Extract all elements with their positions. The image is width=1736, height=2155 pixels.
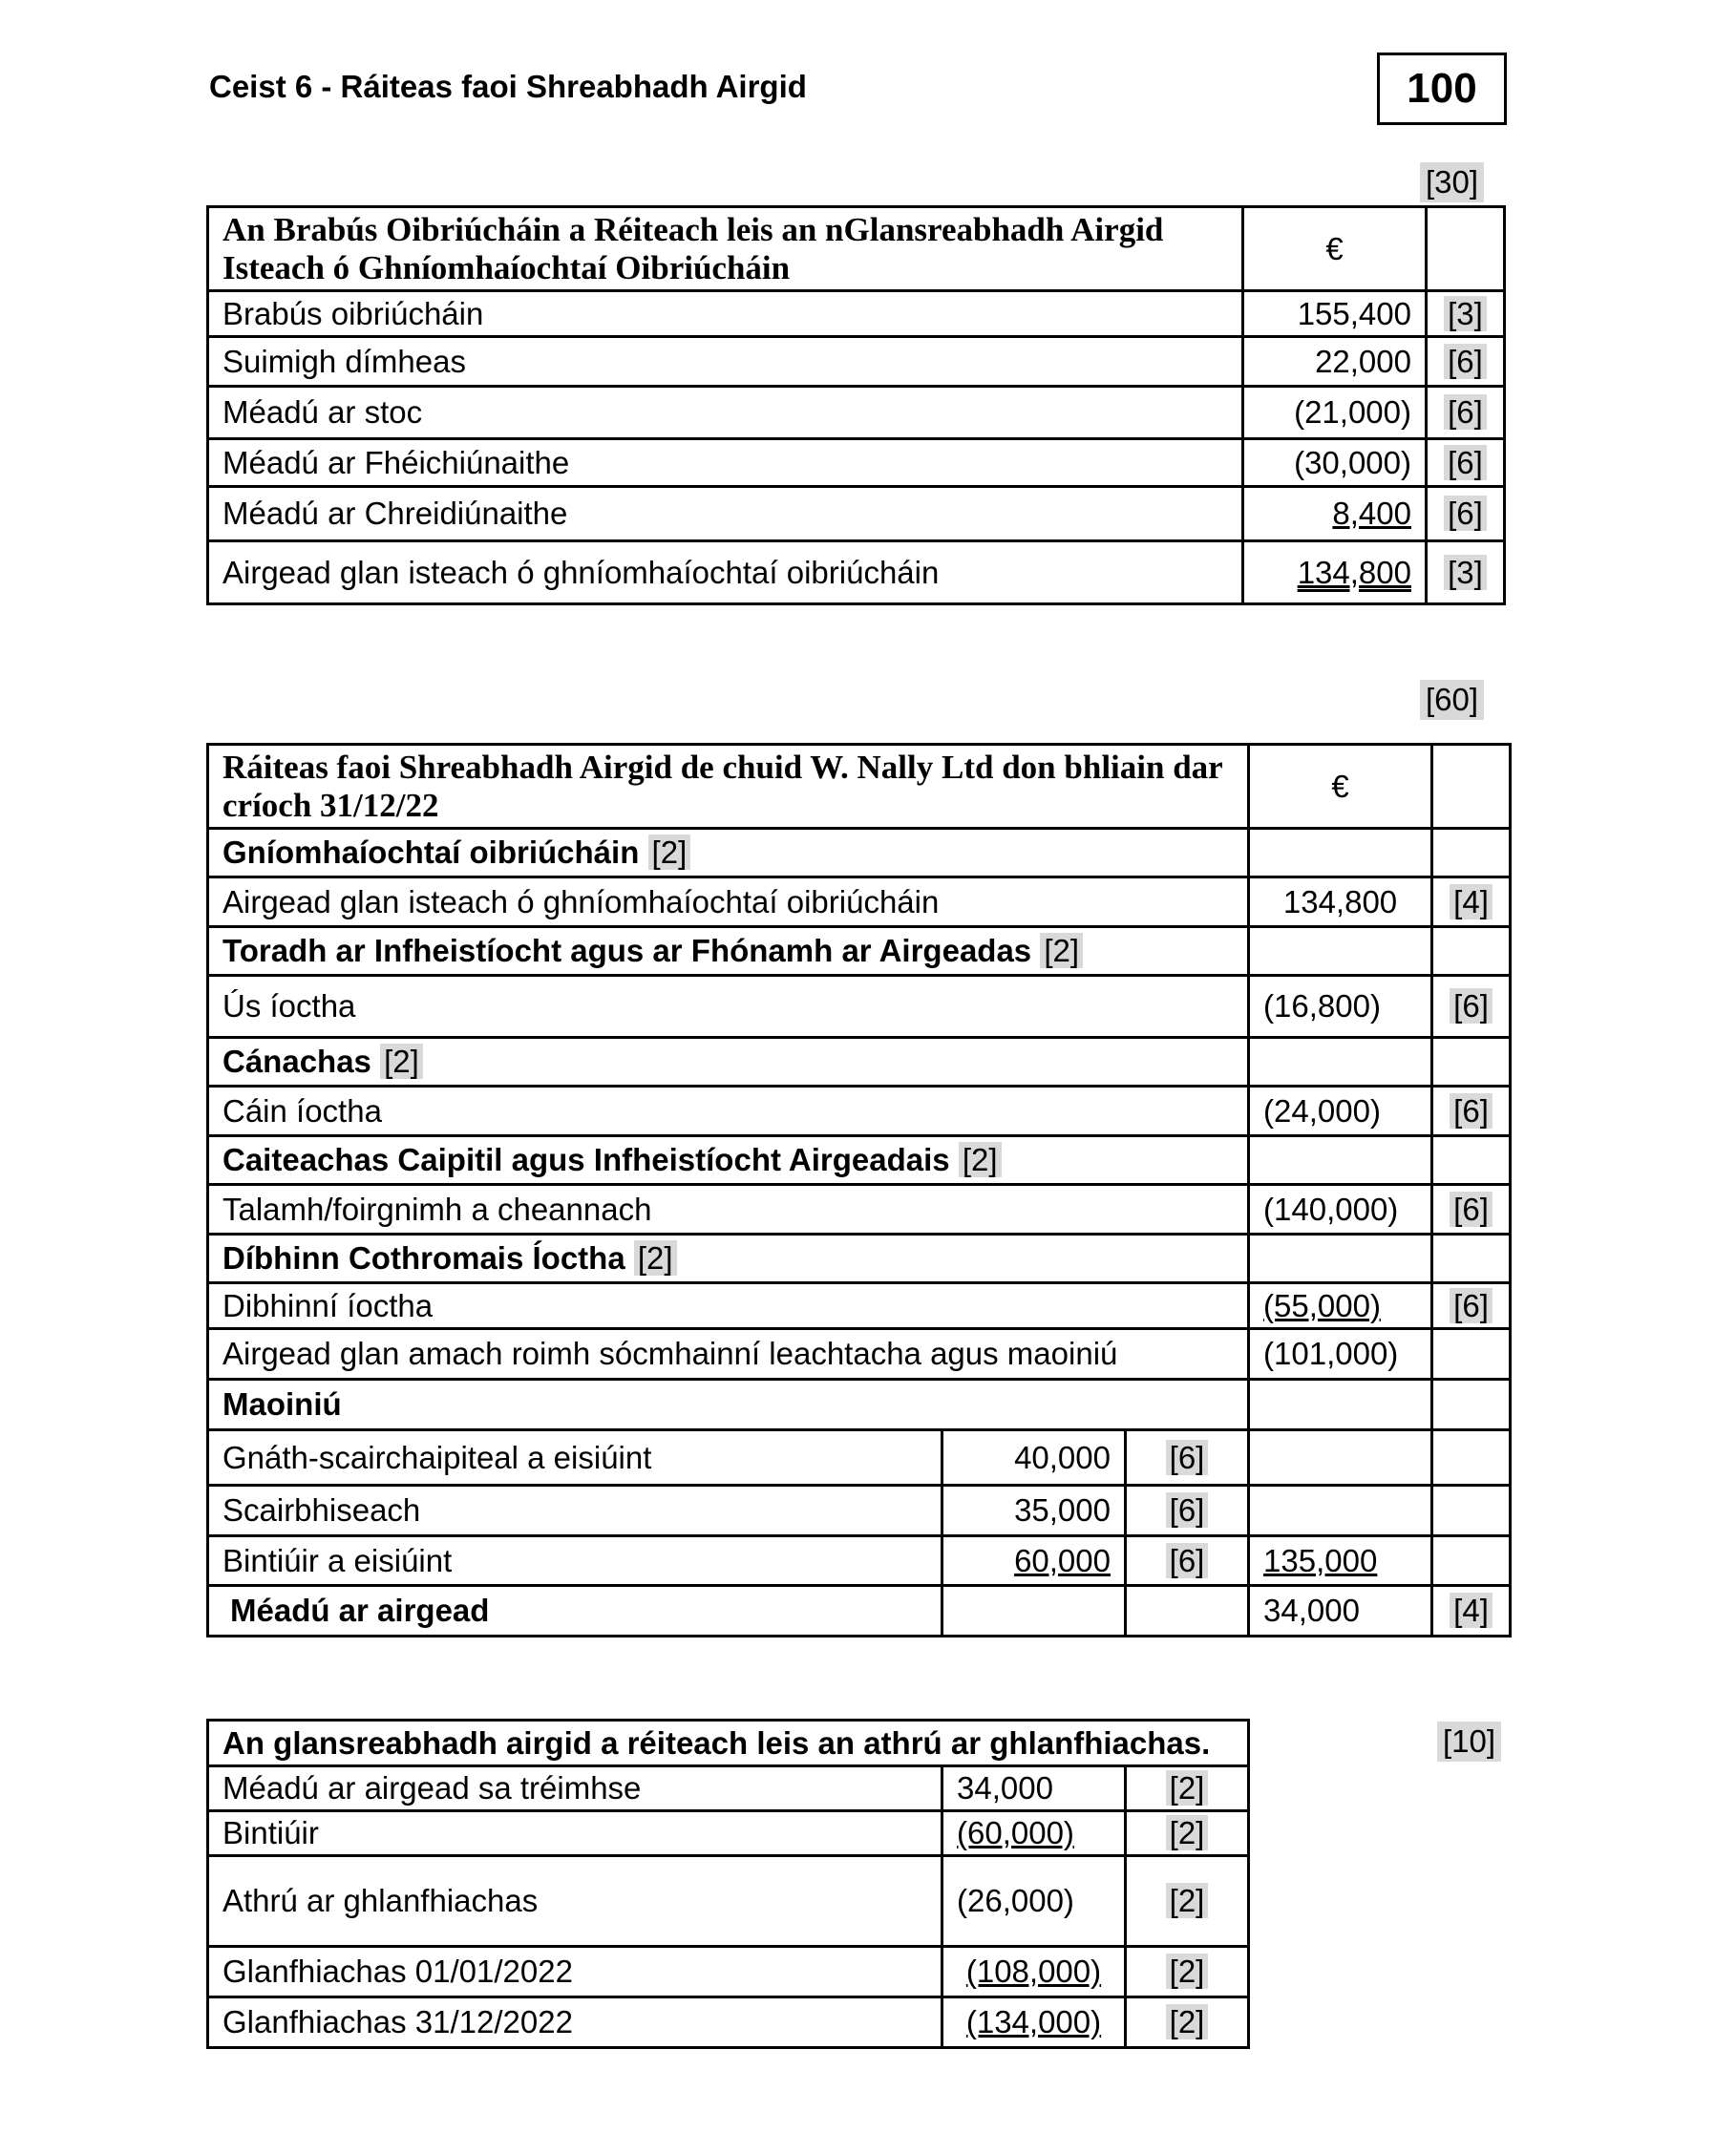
row-value: (101,000) (1249, 1329, 1432, 1380)
row-value: 134,800 (1249, 877, 1432, 927)
row-sub-mark: [6] (1126, 1536, 1249, 1586)
table-row (208, 1235, 1511, 1283)
row-label: Bintiúir a eisiúint (208, 1536, 942, 1586)
row-mark: [6] (1427, 337, 1505, 387)
row-label: Gníomhaíochtaí oibriúcháin [2] (208, 829, 1249, 877)
reconciliation-table (206, 205, 1506, 605)
mark-header (1427, 207, 1505, 291)
row-value: 135,000 (1249, 1536, 1432, 1586)
table-header-row (208, 745, 1511, 829)
table-row (208, 1430, 1511, 1486)
page-title: Ceist 6 - Ráiteas faoi Shreabhadh Airgid (209, 69, 807, 104)
row-sub-mark: [6] (1126, 1486, 1249, 1536)
row-value: 8,400 (1243, 487, 1427, 541)
row-sub-value: 60,000 (942, 1536, 1126, 1586)
row-value: 34,000 (942, 1766, 1126, 1811)
row-mark: [6] (1432, 1185, 1511, 1235)
row-value: (55,000) (1249, 1283, 1432, 1329)
row-label: Toradh ar Infheistíocht agus ar Fhónamh ar Airgeadas [2] (208, 927, 1249, 976)
table-row (208, 1536, 1511, 1586)
row-label: Airgead glan isteach ó ghníomhaíochtaí oibriúcháin (208, 877, 1249, 927)
row-value: 34,000 (1249, 1586, 1432, 1637)
table-heading: An Brabús Oibriúcháin a Réiteach leis an nGlansreabhadh Airgid Isteach ó Ghníomhaíochtaí Oibriúcháin (208, 207, 1243, 291)
table-row (208, 1087, 1511, 1136)
section1-marks: [30] (1420, 162, 1484, 202)
row-value: (21,000) (1243, 387, 1427, 439)
table-header-row (208, 207, 1505, 291)
table-header-row (208, 1721, 1249, 1766)
row-label: Glanfhiachas 01/01/2022 (208, 1947, 942, 1997)
row-value: (30,000) (1243, 439, 1427, 487)
row-value: (140,000) (1249, 1185, 1432, 1235)
row-value: 155,400 (1243, 291, 1427, 337)
row-mark: [6] (1432, 1087, 1511, 1136)
row-mark: [2] (1126, 1766, 1249, 1811)
row-label: Ús íoctha (208, 976, 1249, 1038)
table-row (208, 1997, 1249, 2048)
table-row (208, 1856, 1249, 1947)
table-row (208, 1811, 1249, 1856)
row-value: (26,000) (942, 1856, 1126, 1947)
row-label: Athrú ar ghlanfhiachas (208, 1856, 942, 1947)
row-mark: [4] (1432, 1586, 1511, 1637)
table-row (208, 1185, 1511, 1235)
row-sub-value: 40,000 (942, 1430, 1126, 1486)
row-mark: [2] (1126, 1947, 1249, 1997)
table-row (208, 387, 1505, 439)
row-mark: [3] (1427, 291, 1505, 337)
row-label: Scairbhiseach (208, 1486, 942, 1536)
table-row (208, 1380, 1511, 1430)
section2-marks: [60] (1420, 680, 1484, 720)
total-marks-box: 100 (1377, 53, 1507, 125)
table-row (208, 1329, 1511, 1380)
table-row (208, 927, 1511, 976)
row-mark: [6] (1427, 487, 1505, 541)
table-row (208, 877, 1511, 927)
row-label: Dibhinní íoctha (208, 1283, 1249, 1329)
table-row (208, 1136, 1511, 1185)
row-label: Airgead glan amach roimh sócmhainní leachtacha agus maoiniú (208, 1329, 1249, 1380)
table-row (208, 439, 1505, 487)
row-value: (134,000) (942, 1997, 1126, 2048)
row-label: Gnáth-scairchaipiteal a eisiúint (208, 1430, 942, 1486)
row-label: Cáin íoctha (208, 1087, 1249, 1136)
row-mark: [2] (1126, 1811, 1249, 1856)
table-row (208, 541, 1505, 604)
row-sub-mark: [6] (1126, 1430, 1249, 1486)
row-mark: [4] (1432, 877, 1511, 927)
row-mark: [2] (1126, 1856, 1249, 1947)
row-value: 22,000 (1243, 337, 1427, 387)
row-label: Méadú ar airgead (208, 1586, 942, 1637)
table-row (208, 1586, 1511, 1637)
row-sub-value: 35,000 (942, 1486, 1126, 1536)
table-row (208, 829, 1511, 877)
table-row (208, 1038, 1511, 1087)
section3-marks: [10] (1437, 1722, 1501, 1762)
mark-header (1432, 745, 1511, 829)
row-label: Méadú ar Fhéichiúnaithe (208, 439, 1243, 487)
table-heading: An glansreabhadh airgid a réiteach leis an athrú ar ghlanfhiachas. (208, 1721, 1249, 1766)
row-label: Suimigh dímheas (208, 337, 1243, 387)
table-row (208, 1947, 1249, 1997)
row-label: Talamh/foirgnimh a cheannach (208, 1185, 1249, 1235)
table-heading: Ráiteas faoi Shreabhadh Airgid de chuid W. Nally Ltd don bhliain dar críoch 31/12/22 (208, 745, 1249, 829)
table-row (208, 1766, 1249, 1811)
row-mark: [6] (1427, 439, 1505, 487)
row-label: Cánachas [2] (208, 1038, 1249, 1087)
table-row (208, 1486, 1511, 1536)
table-row (208, 487, 1505, 541)
row-mark: [3] (1427, 541, 1505, 604)
row-label: Méadú ar Chreidiúnaithe (208, 487, 1243, 541)
row-label: Díbhinn Cothromais Íoctha [2] (208, 1235, 1249, 1283)
row-label: Caiteachas Caipitil agus Infheistíocht Airgeadais [2] (208, 1136, 1249, 1185)
row-label: Maoiniú (208, 1380, 1249, 1430)
currency-header: € (1243, 207, 1427, 291)
cash-flow-statement-table (206, 743, 1512, 1637)
row-mark: [6] (1432, 1283, 1511, 1329)
table-row (208, 337, 1505, 387)
row-value: 134,800 (1243, 541, 1427, 604)
table-row (208, 1283, 1511, 1329)
currency-header: € (1249, 745, 1432, 829)
row-value: (60,000) (942, 1811, 1126, 1856)
table-row (208, 976, 1511, 1038)
row-label: Méadú ar stoc (208, 387, 1243, 439)
row-value: (16,800) (1249, 976, 1432, 1038)
row-label: Glanfhiachas 31/12/2022 (208, 1997, 942, 2048)
row-value: (108,000) (942, 1947, 1126, 1997)
row-mark: [2] (1126, 1997, 1249, 2048)
row-label: Airgead glan isteach ó ghníomhaíochtaí oibriúcháin (208, 541, 1243, 604)
row-mark: [6] (1432, 976, 1511, 1038)
row-value: (24,000) (1249, 1087, 1432, 1136)
row-label: Méadú ar airgead sa tréimhse (208, 1766, 942, 1811)
net-debt-reconciliation-table (206, 1719, 1250, 2049)
row-mark: [6] (1427, 387, 1505, 439)
table-row (208, 291, 1505, 337)
row-label: Brabús oibriúcháin (208, 291, 1243, 337)
row-label: Bintiúir (208, 1811, 942, 1856)
